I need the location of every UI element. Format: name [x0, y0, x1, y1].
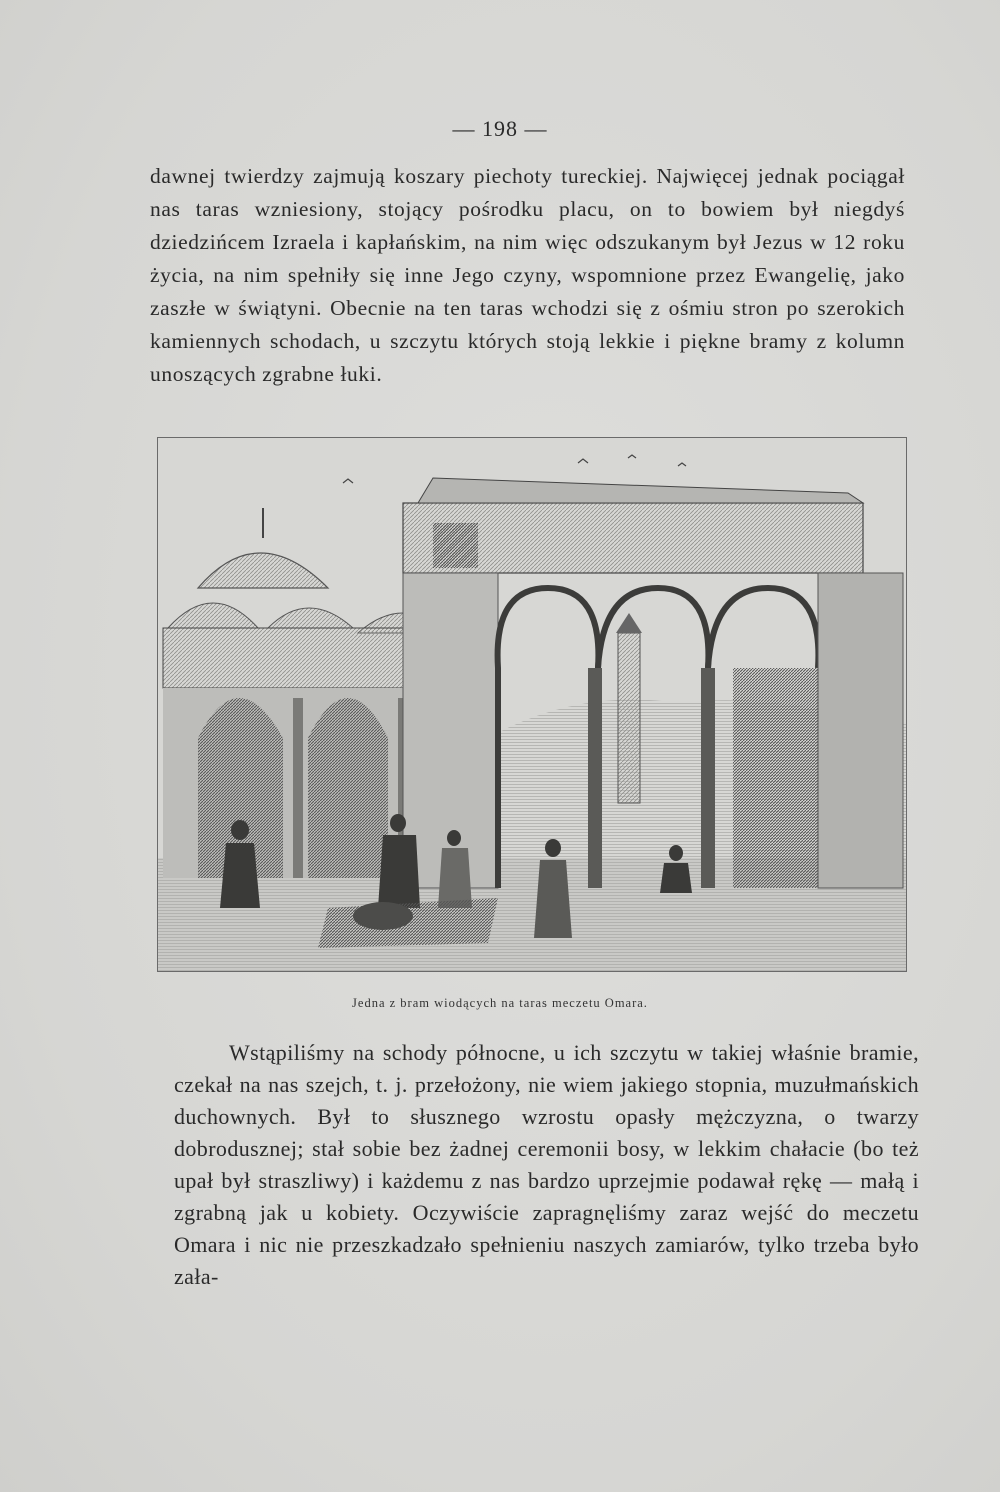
paragraph-top: dawnej twierdzy zajmują koszary piechoty tureckiej. Najwięcej jednak pociągał nas taras wzniesiony, stojący pośrodku placu, on to bowiem był niegdyś dziedzińcem Izraela i kapłańskim, na nim więc odszukanym był Jezus w 12 roku życia, na nim spełniły się inne Jego czyny, wspomnione przez Ewangelię, jako zaszłe w świątyni. Obecnie na ten taras wchodzi się z ośmiu stron po szerokich kamiennych schodach, u szczytu których stoją lekkie i piękne bramy z kolumn unoszących zgrabne łuki.: [150, 164, 905, 386]
engraving-illustration: [157, 437, 907, 972]
engraving-arcade-gate-illustration-icon: [158, 438, 906, 971]
page-number: — 198 —: [452, 116, 548, 141]
paragraph-bottom: Wstąpiliśmy na schody północne, u ich szczytu w takiej właśnie bramie, czekał na nas szejch, t. j. przełożony, nie wiem jakiego stopnia, muzułmańskich duchownych. Był to słusznego wzrostu opasły mężczyzna, o twarzy dobrodusznej; stał sobie bez żadnej ceremonii bosy, w lekkim chałacie (bo też upał był straszliwy) i każdemu z nas bardzo uprzejmie podawał rękę — małą i zgrabną jak u kobiety. Oczywiście zapragnęliśmy zaraz wejść do meczetu Omara i nic nie przeszkadzało spełnieniu naszych zamiarów, tylko trzeba było zała-: [174, 1040, 919, 1289]
figure-caption: Jedna z bram wiodących na taras meczetu Omara.: [352, 996, 648, 1010]
